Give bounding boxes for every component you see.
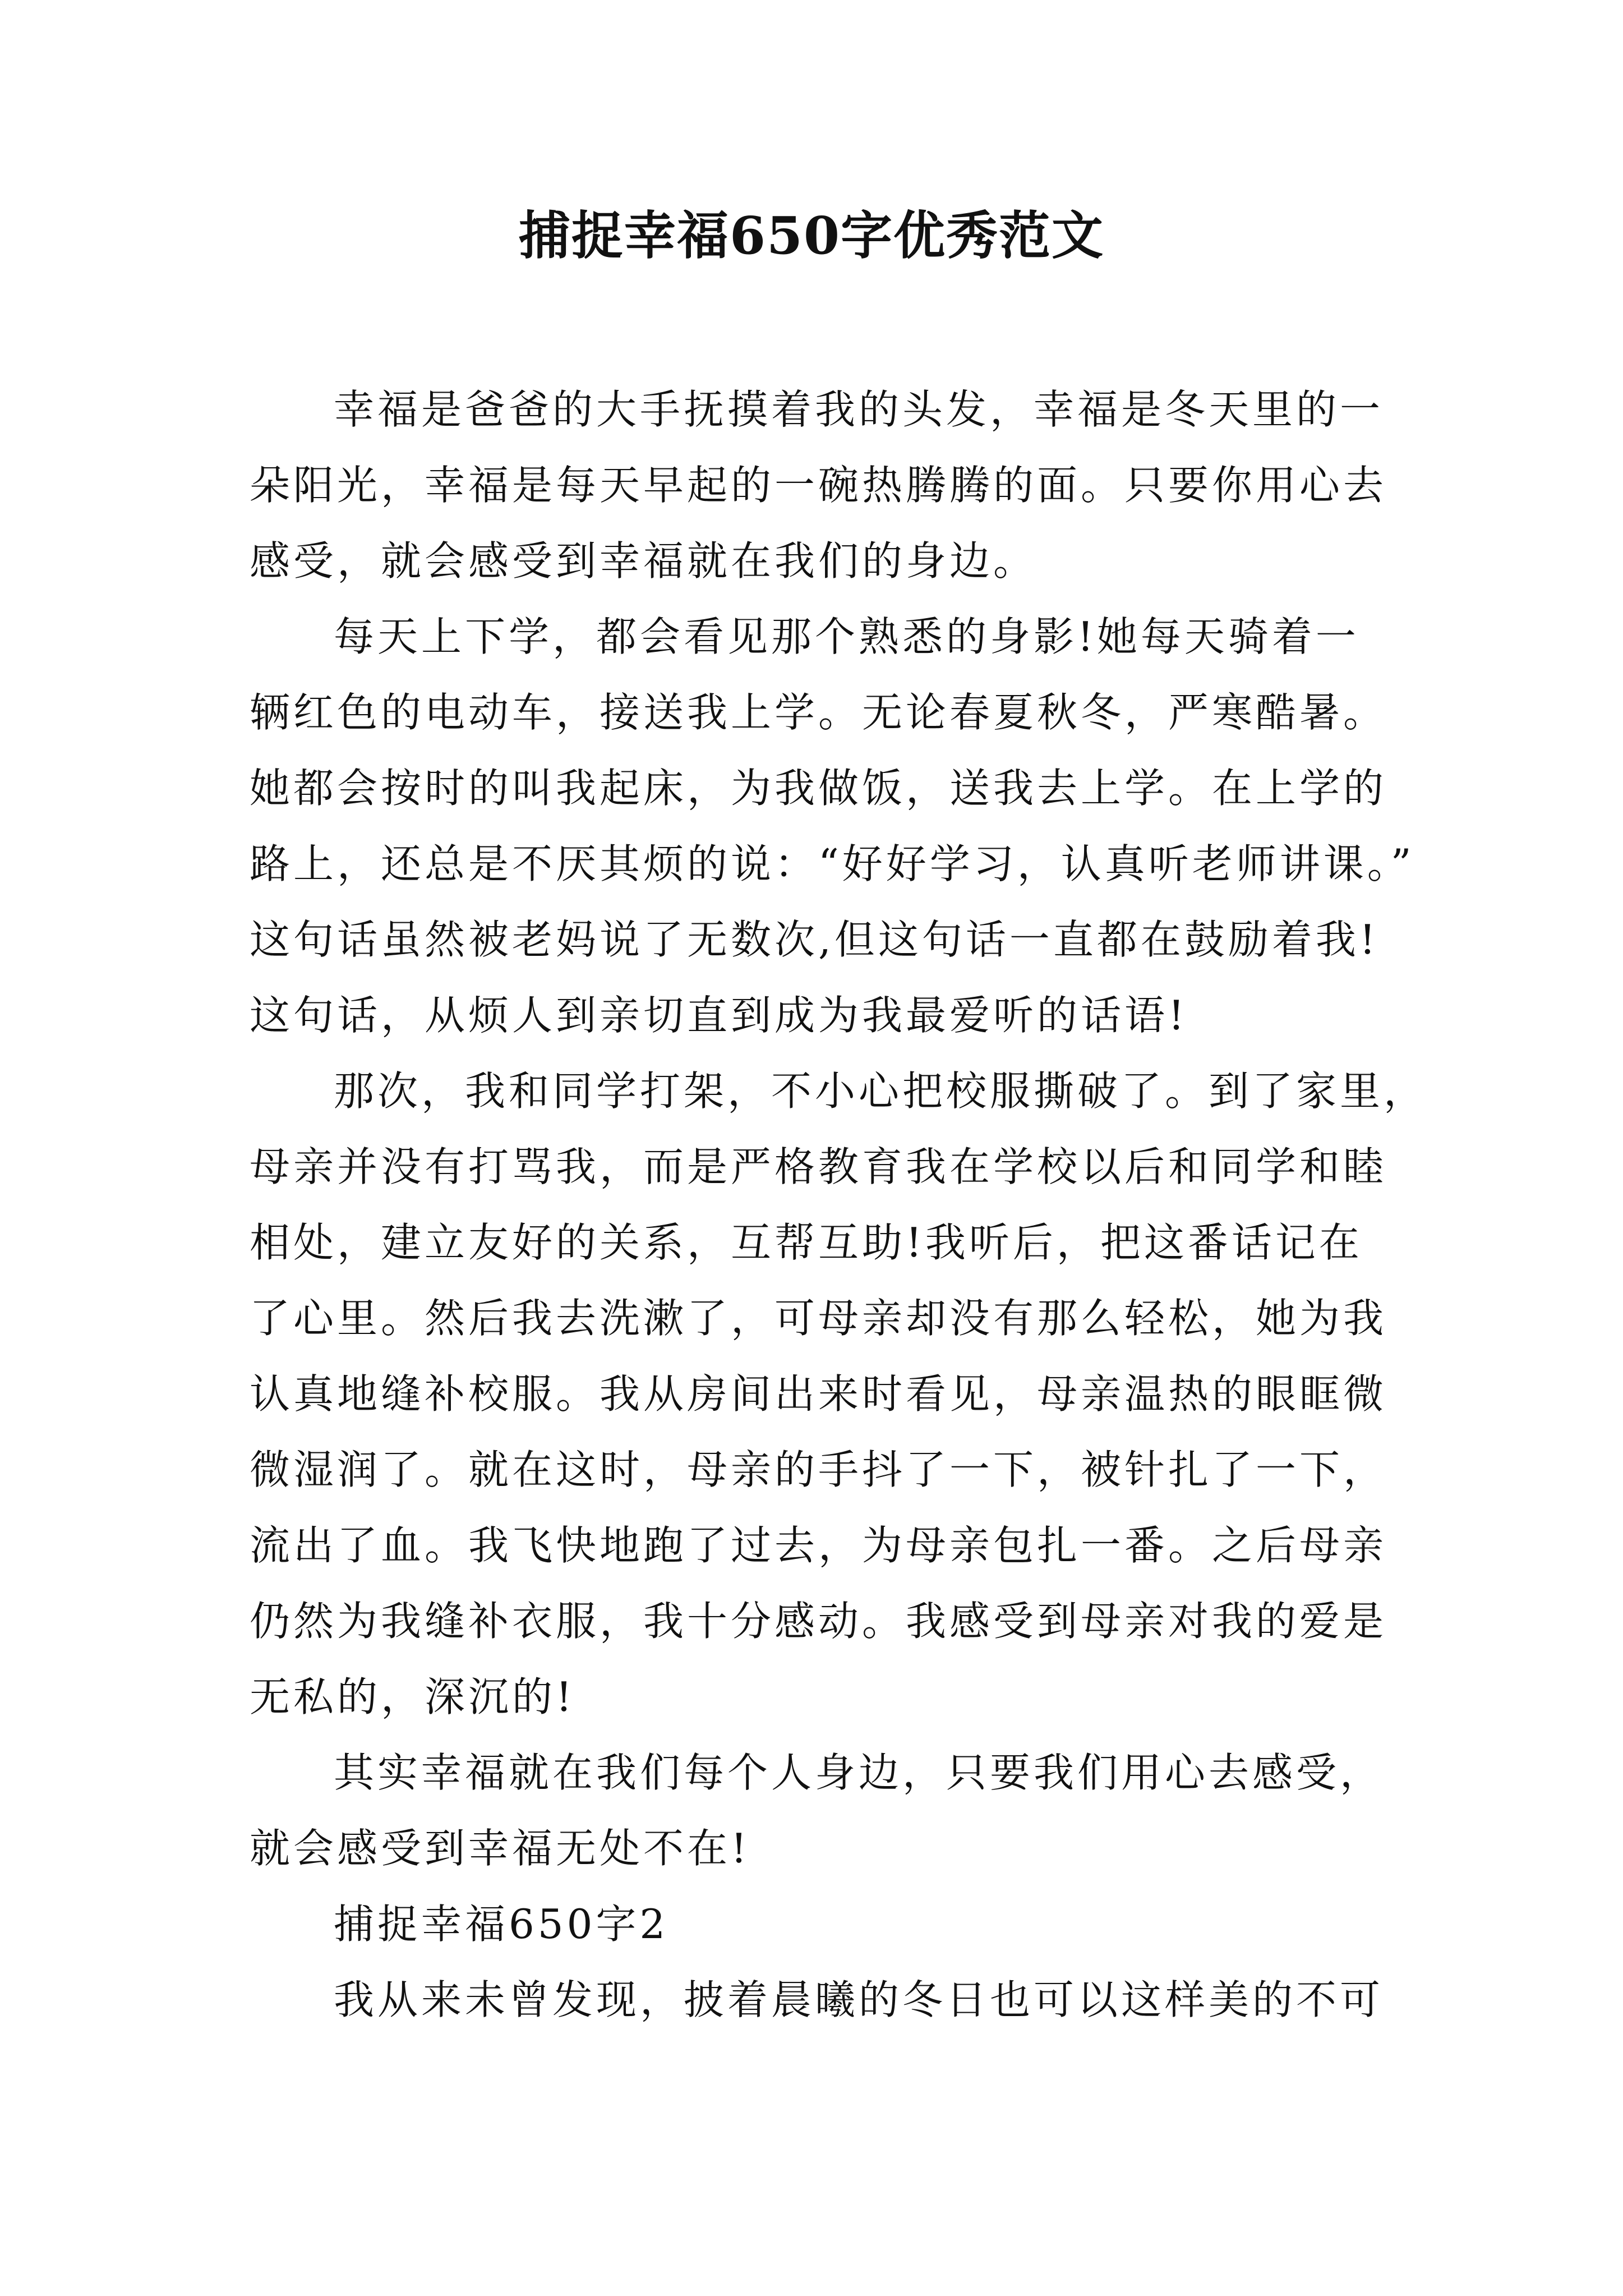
body-line: 感受，就会感受到幸福就在我们的身边。 [250,537,1038,585]
body-line: 就会感受到幸福无处不在! [250,1825,750,1872]
body-line: 仍然为我缝补衣服，我十分感动。我感受到母亲对我的爱是 [250,1598,1387,1645]
body-line: 我从来未曾发现，披着晨曦的冬日也可以这样美的不可 [334,1976,1384,2023]
body-line: 其实幸福就在我们每个人身边，只要我们用心去感受， [334,1749,1384,1796]
body-line: 了心里。然后我去洗漱了，可母亲却没有那么轻松，她为我 [250,1295,1387,1342]
body-line: 那次，我和同学打架，不小心把校服撕破了。到了家里， [334,1068,1428,1115]
body-line: 每天上下学，都会看见那个熟悉的身影!她每天骑着一 [334,613,1359,660]
body-line: 幸福是爸爸的大手抚摸着我的头发，幸福是冬天里的一 [334,386,1384,433]
body-line: 无私的，深沉的! [250,1673,575,1720]
body-line: 路上，还总是不厌其烦的说：“好好学习，认真听老师讲课。” [250,840,1415,887]
document-title: 捕捉幸福650字优秀范文 [518,205,1105,266]
body-line: 她都会按时的叫我起床，为我做饭，送我去上学。在上学的 [250,765,1387,812]
body-line: 认真地缝补校服。我从房间出来时看见，母亲温热的眼眶微 [250,1370,1387,1418]
body-line: 母亲并没有打骂我，而是严格教育我在学校以后和同学和睦 [250,1143,1387,1190]
body-line: 这句话虽然被老妈说了无数次,但这句话一直都在鼓励着我! [250,916,1379,963]
body-line: 朵阳光，幸福是每天早起的一碗热腾腾的面。只要你用心去 [250,462,1387,509]
section-heading: 捕捉幸福650字2 [334,1901,669,1948]
body-line: 流出了血。我飞快地跑了过去，为母亲包扎一番。之后母亲 [250,1522,1387,1569]
body-line: 微湿润了。就在这时，母亲的手抖了一下，被针扎了一下， [250,1446,1387,1493]
body-line: 辆红色的电动车，接送我上学。无论春夏秋冬，严寒酷暑。 [250,689,1387,736]
body-line: 这句话，从烦人到亲切直到成为我最爱听的话语! [250,992,1188,1039]
body-line: 相处，建立友好的关系，互帮互助!我听后，把这番话记在 [250,1219,1363,1266]
